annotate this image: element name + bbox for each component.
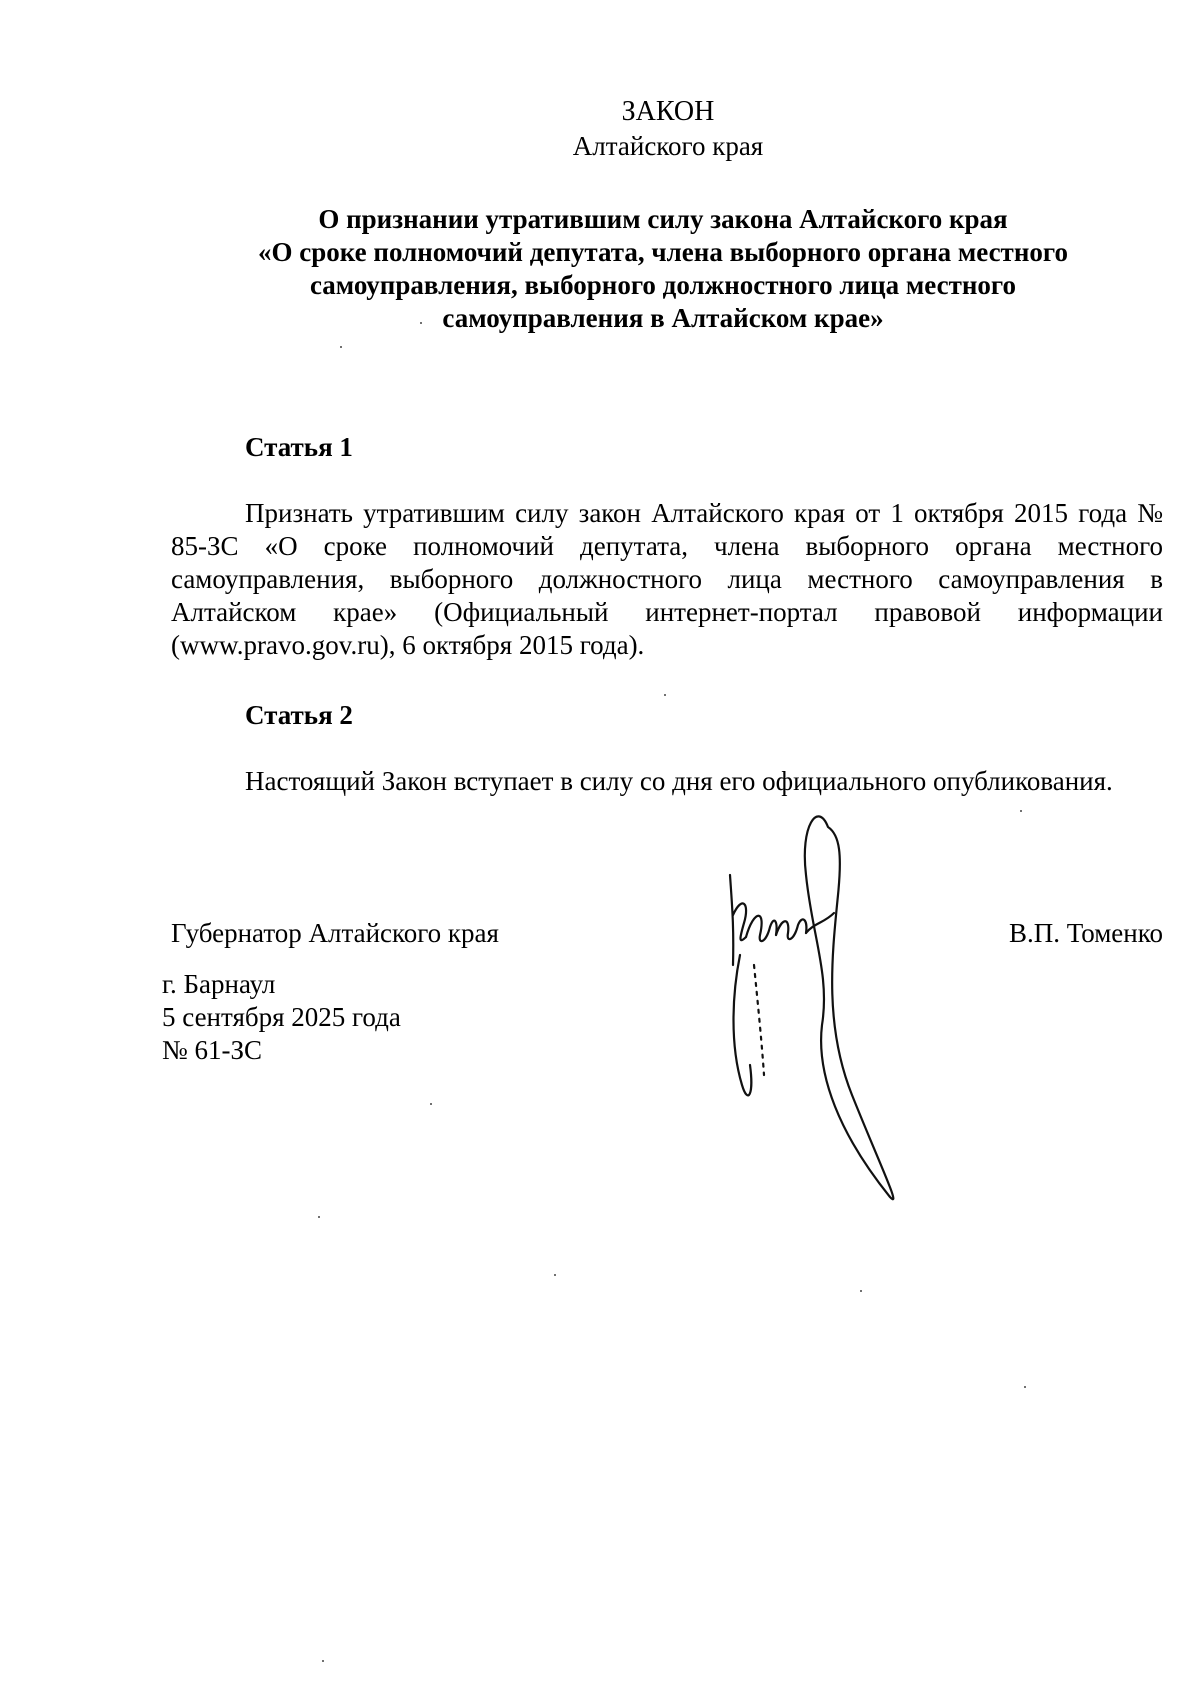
law-title-line: «О сроке полномочий депутата, члена выборного органа местного [258,237,1068,267]
signatory-name: В.П. Томенко [1009,918,1163,948]
law-region-subheading: Алтайского края [572,131,764,161]
article-1-heading: Статья 1 [245,432,353,462]
signing-date: 5 сентября 2025 года [162,1002,401,1032]
law-title-line: самоуправления в Алтайском крае» [442,303,884,333]
law-title-line: самоуправления, выборного должностного лица местного [309,270,1017,300]
law-metadata [162,968,401,1067]
law-type-heading: ЗАКОН [621,96,715,127]
place-of-signing: г. Барнаул [162,969,276,999]
handwritten-signature [720,805,930,1205]
signatory-position: Губернатор Алтайского края [171,918,499,948]
law-number: № 61-ЗС [162,1035,263,1065]
article-2-text: Настоящий Закон вступает в силу со дня его официального опубликования. [245,766,1113,796]
law-title [210,203,1116,335]
law-title-line: О признании утратившим силу закона Алтайского края [318,204,1008,234]
article-2-heading: Статья 2 [245,700,353,730]
article-1-text: Признать утратившим силу закон Алтайского края от 1 октября 2015 года № 85-ЗС «О сроке полномочий депутата, члена выборного органа местного самоуправления, выборного должностного лица местного самоуправления в Алтайском крае» (Официальный интернет-портал правовой информации (www.pravo.gov.ru), 6 октября 2015 года). [171,498,1163,660]
